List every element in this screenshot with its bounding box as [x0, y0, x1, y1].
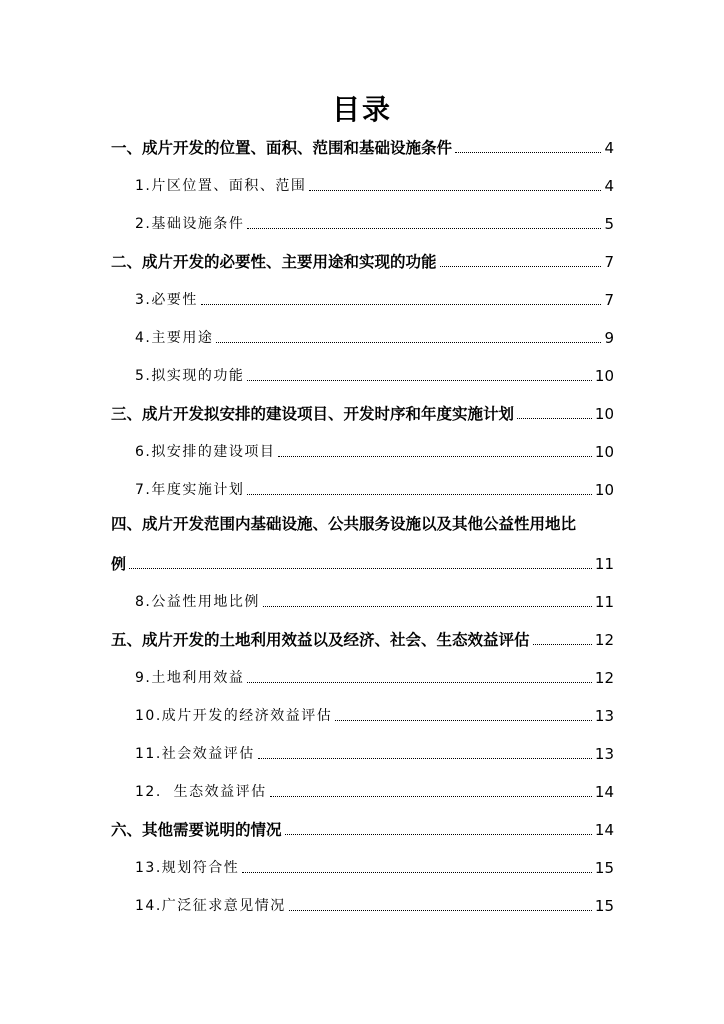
- toc-page-number: 10: [594, 481, 614, 499]
- toc-entry-section-11[interactable]: [135, 740, 614, 764]
- toc-entry-text: 7.年度实施计划: [135, 482, 245, 498]
- toc-entry-text: 8.公益性用地比例: [135, 594, 260, 610]
- dot-leader: [263, 606, 592, 607]
- toc-page-number: 4: [604, 139, 614, 157]
- toc-page-number: 11: [594, 555, 614, 573]
- toc-entry-text: 14.广泛征求意见情况: [135, 898, 286, 914]
- toc-entry-text: 6.拟安排的建设项目: [135, 444, 276, 460]
- toc-entry-chapter-6[interactable]: [111, 816, 614, 840]
- toc-entry-text: 三、成片开发拟安排的建设项目、开发时序和年度实施计划: [111, 405, 515, 423]
- toc-entry-section-2[interactable]: [135, 210, 614, 234]
- toc-page-number: 10: [594, 367, 614, 385]
- toc-page-number: 15: [594, 859, 614, 877]
- dot-leader: [216, 342, 601, 343]
- toc-entry-text: 1.片区位置、面积、范围: [135, 178, 307, 194]
- dot-leader: [517, 418, 592, 419]
- toc-entry-section-8[interactable]: [135, 588, 614, 612]
- toc-entry-section-9[interactable]: [135, 664, 614, 688]
- toc-entry-chapter-1[interactable]: [111, 134, 614, 158]
- dot-leader: [335, 720, 592, 721]
- dot-leader: [242, 872, 592, 873]
- dot-leader: [247, 228, 601, 229]
- toc-page-number: 13: [594, 707, 614, 725]
- toc-page-number: 12: [594, 631, 614, 649]
- toc-entry-section-3[interactable]: [135, 286, 614, 310]
- toc-entry-text: 5.拟实现的功能: [135, 368, 245, 384]
- toc-entry-section-6[interactable]: [135, 438, 614, 462]
- dot-leader: [258, 758, 592, 759]
- toc-entry-text: 4.主要用途: [135, 330, 214, 346]
- toc-entry-section-13[interactable]: [135, 854, 614, 878]
- dot-leader: [247, 494, 592, 495]
- toc-entry-chapter-5[interactable]: [111, 626, 614, 650]
- toc-page-number: 15: [594, 897, 614, 915]
- dot-leader: [201, 304, 602, 305]
- toc-entry-text: 二、成片开发的必要性、主要用途和实现的功能: [111, 253, 437, 271]
- toc-page-number: 10: [594, 443, 614, 461]
- dot-leader: [289, 910, 592, 911]
- toc-entry-text: 3.必要性: [135, 292, 198, 308]
- dot-leader: [247, 682, 592, 683]
- toc-entry-text: 一、成片开发的位置、面积、范围和基础设施条件: [111, 139, 453, 157]
- toc-page-number: 7: [604, 291, 614, 309]
- toc-entry-text: 10.成片开发的经济效益评估: [135, 708, 333, 724]
- dot-leader: [455, 152, 601, 153]
- toc-entry-text: 11.社会效益评估: [135, 746, 255, 762]
- toc-entry-text: 2.基础设施条件: [135, 216, 245, 232]
- toc-entry-section-7[interactable]: [135, 476, 614, 500]
- toc-entry-section-14[interactable]: [135, 892, 614, 916]
- dot-leader: [309, 190, 601, 191]
- toc-entry-section-10[interactable]: [135, 702, 614, 726]
- toc-entry-section-4[interactable]: [135, 324, 614, 348]
- toc-page-number: 12: [594, 669, 614, 687]
- dot-leader: [285, 834, 592, 835]
- toc-page-number: 14: [594, 821, 614, 839]
- toc-page-number: 4: [604, 177, 614, 195]
- dot-leader: [533, 644, 592, 645]
- toc-page-number: 7: [604, 253, 614, 271]
- toc-page-number: 13: [594, 745, 614, 763]
- toc-page-number: 11: [594, 593, 614, 611]
- toc-entry-text: 例: [111, 555, 127, 573]
- toc-entry-chapter-3[interactable]: [111, 400, 614, 424]
- toc-entry-chapter-4-line-1[interactable]: 四、成片开发范围内基础设施、公共服务设施以及其他公益性用地比: [111, 515, 577, 533]
- dot-leader: [247, 380, 592, 381]
- dot-leader: [278, 456, 592, 457]
- toc-entry-text: 五、成片开发的土地利用效益以及经济、社会、生态效益评估: [111, 631, 530, 649]
- dot-leader: [270, 796, 592, 797]
- toc-entry-text: 12. 生态效益评估: [135, 784, 267, 800]
- toc-entry-chapter-4-line-2[interactable]: [111, 550, 614, 574]
- toc-entry-section-1[interactable]: [135, 172, 614, 196]
- toc-entry-text: 13.规划符合性: [135, 860, 240, 876]
- dot-leader: [440, 266, 602, 267]
- toc-page-number: 9: [604, 329, 614, 347]
- toc-entry-section-12[interactable]: [135, 778, 614, 802]
- toc-page-number: 14: [594, 783, 614, 801]
- toc-entry-text: 六、其他需要说明的情况: [111, 821, 282, 839]
- toc-entry-section-5[interactable]: [135, 362, 614, 386]
- toc-entry-text: 9.土地利用效益: [135, 670, 245, 686]
- dot-leader: [129, 568, 592, 569]
- toc-page-number: 10: [594, 405, 614, 423]
- toc-entry-chapter-2[interactable]: [111, 248, 614, 272]
- toc-page-number: 5: [604, 215, 614, 233]
- page-title: 目录: [331, 93, 392, 126]
